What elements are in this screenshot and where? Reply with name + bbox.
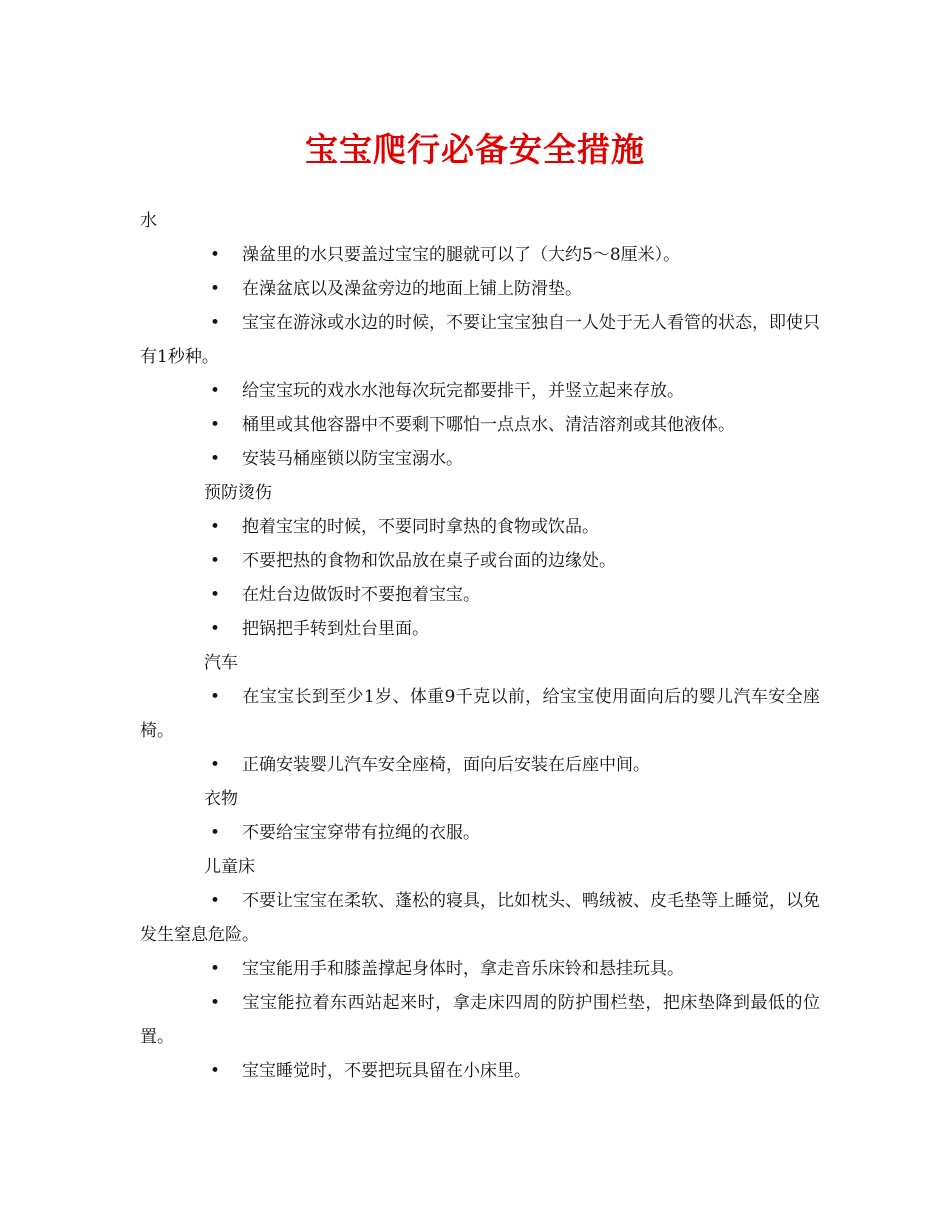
list-item-text: 正确安装婴儿汽车安全座椅，面向后安装在后座中间。 [242,755,650,775]
bullet-icon: • [210,585,221,605]
bullet-icon: • [210,687,221,707]
bullet-icon: • [210,313,221,333]
list-item-text: 抱着宝宝的时候，不要同时拿热的食物或饮品。 [242,517,599,537]
bullet-icon: • [210,959,221,979]
bullet-icon: • [210,517,221,537]
list-item-text: 给宝宝玩的戏水水池每次玩完都要排干，并竖立起来存放。 [242,381,684,401]
list-item [140,238,820,272]
bullet-icon: • [210,381,221,401]
bullet-icon: • [210,1061,221,1081]
list-item [140,306,820,374]
list-item [140,374,820,408]
list-item-text: 宝宝睡觉时，不要把玩具留在小床里。 [242,1061,531,1081]
section-heading: 水 [140,211,157,231]
bullet-icon: • [210,755,221,775]
bullet-icon: • [210,993,221,1013]
section-heading: 儿童床 [204,857,255,877]
list-item-text: 不要把热的食物和饮品放在桌子或台面的边缘处。 [242,551,616,571]
list-item [140,408,820,442]
list-item [140,680,820,748]
list-item-text: 宝宝能用手和膝盖撑起身体时，拿走音乐床铃和悬挂玩具。 [242,959,684,979]
list-item [140,748,820,782]
bullet-icon: • [210,279,221,299]
document-body [140,204,820,1088]
list-item [140,442,820,476]
list-item-text: 把锅把手转到灶台里面。 [242,619,429,639]
list-item-text: 不要给宝宝穿带有拉绳的衣服。 [242,823,480,843]
list-item [140,952,820,986]
list-item-text: 不要让宝宝在柔软、蓬松的寝具，比如枕头、鸭绒被、皮毛垫等上睡觉，以免发生窒息危险。 [140,891,820,945]
list-item-text: 宝宝在游泳或水边的时候，不要让宝宝独自一人处于无人看管的状态，即使只有1秒种。 [140,313,820,367]
bullet-icon: • [210,551,221,571]
list-item [140,612,820,646]
list-item-text: 在宝宝长到至少1岁、体重9千克以前，给宝宝使用面向后的婴儿汽车安全座椅。 [140,687,820,741]
section-heading: 汽车 [204,653,238,673]
list-item [140,272,820,306]
bullet-icon: • [210,619,221,639]
bullet-icon: • [210,245,221,265]
document-title: 宝宝爬行必备安全措施 [305,130,645,169]
bullet-icon: • [210,823,221,843]
section-heading: 预防烫伤 [204,483,272,503]
list-item [140,544,820,578]
list-item-text: 宝宝能拉着东西站起来时，拿走床四周的防护围栏垫，把床垫降到最低的位置。 [140,993,820,1047]
bullet-icon: • [210,891,221,911]
list-item-text: 安装马桶座锁以防宝宝溺水。 [242,449,463,469]
list-item [140,510,820,544]
list-item-text: 在灶台边做饭时不要抱着宝宝。 [242,585,480,605]
section-heading: 衣物 [204,789,238,809]
list-item [140,1054,820,1088]
list-item [140,816,820,850]
list-item-text: 桶里或其他容器中不要剩下哪怕一点点水、清洁溶剂或其他液体。 [242,415,735,435]
list-item-text: 澡盆里的水只要盖过宝宝的腿就可以了（大约5～8厘米）。 [242,245,681,265]
list-item-text: 在澡盆底以及澡盆旁边的地面上铺上防滑垫。 [242,279,582,299]
bullet-icon: • [210,415,221,435]
list-item [140,884,820,952]
list-item [140,578,820,612]
bullet-icon: • [210,449,221,469]
list-item [140,986,820,1054]
